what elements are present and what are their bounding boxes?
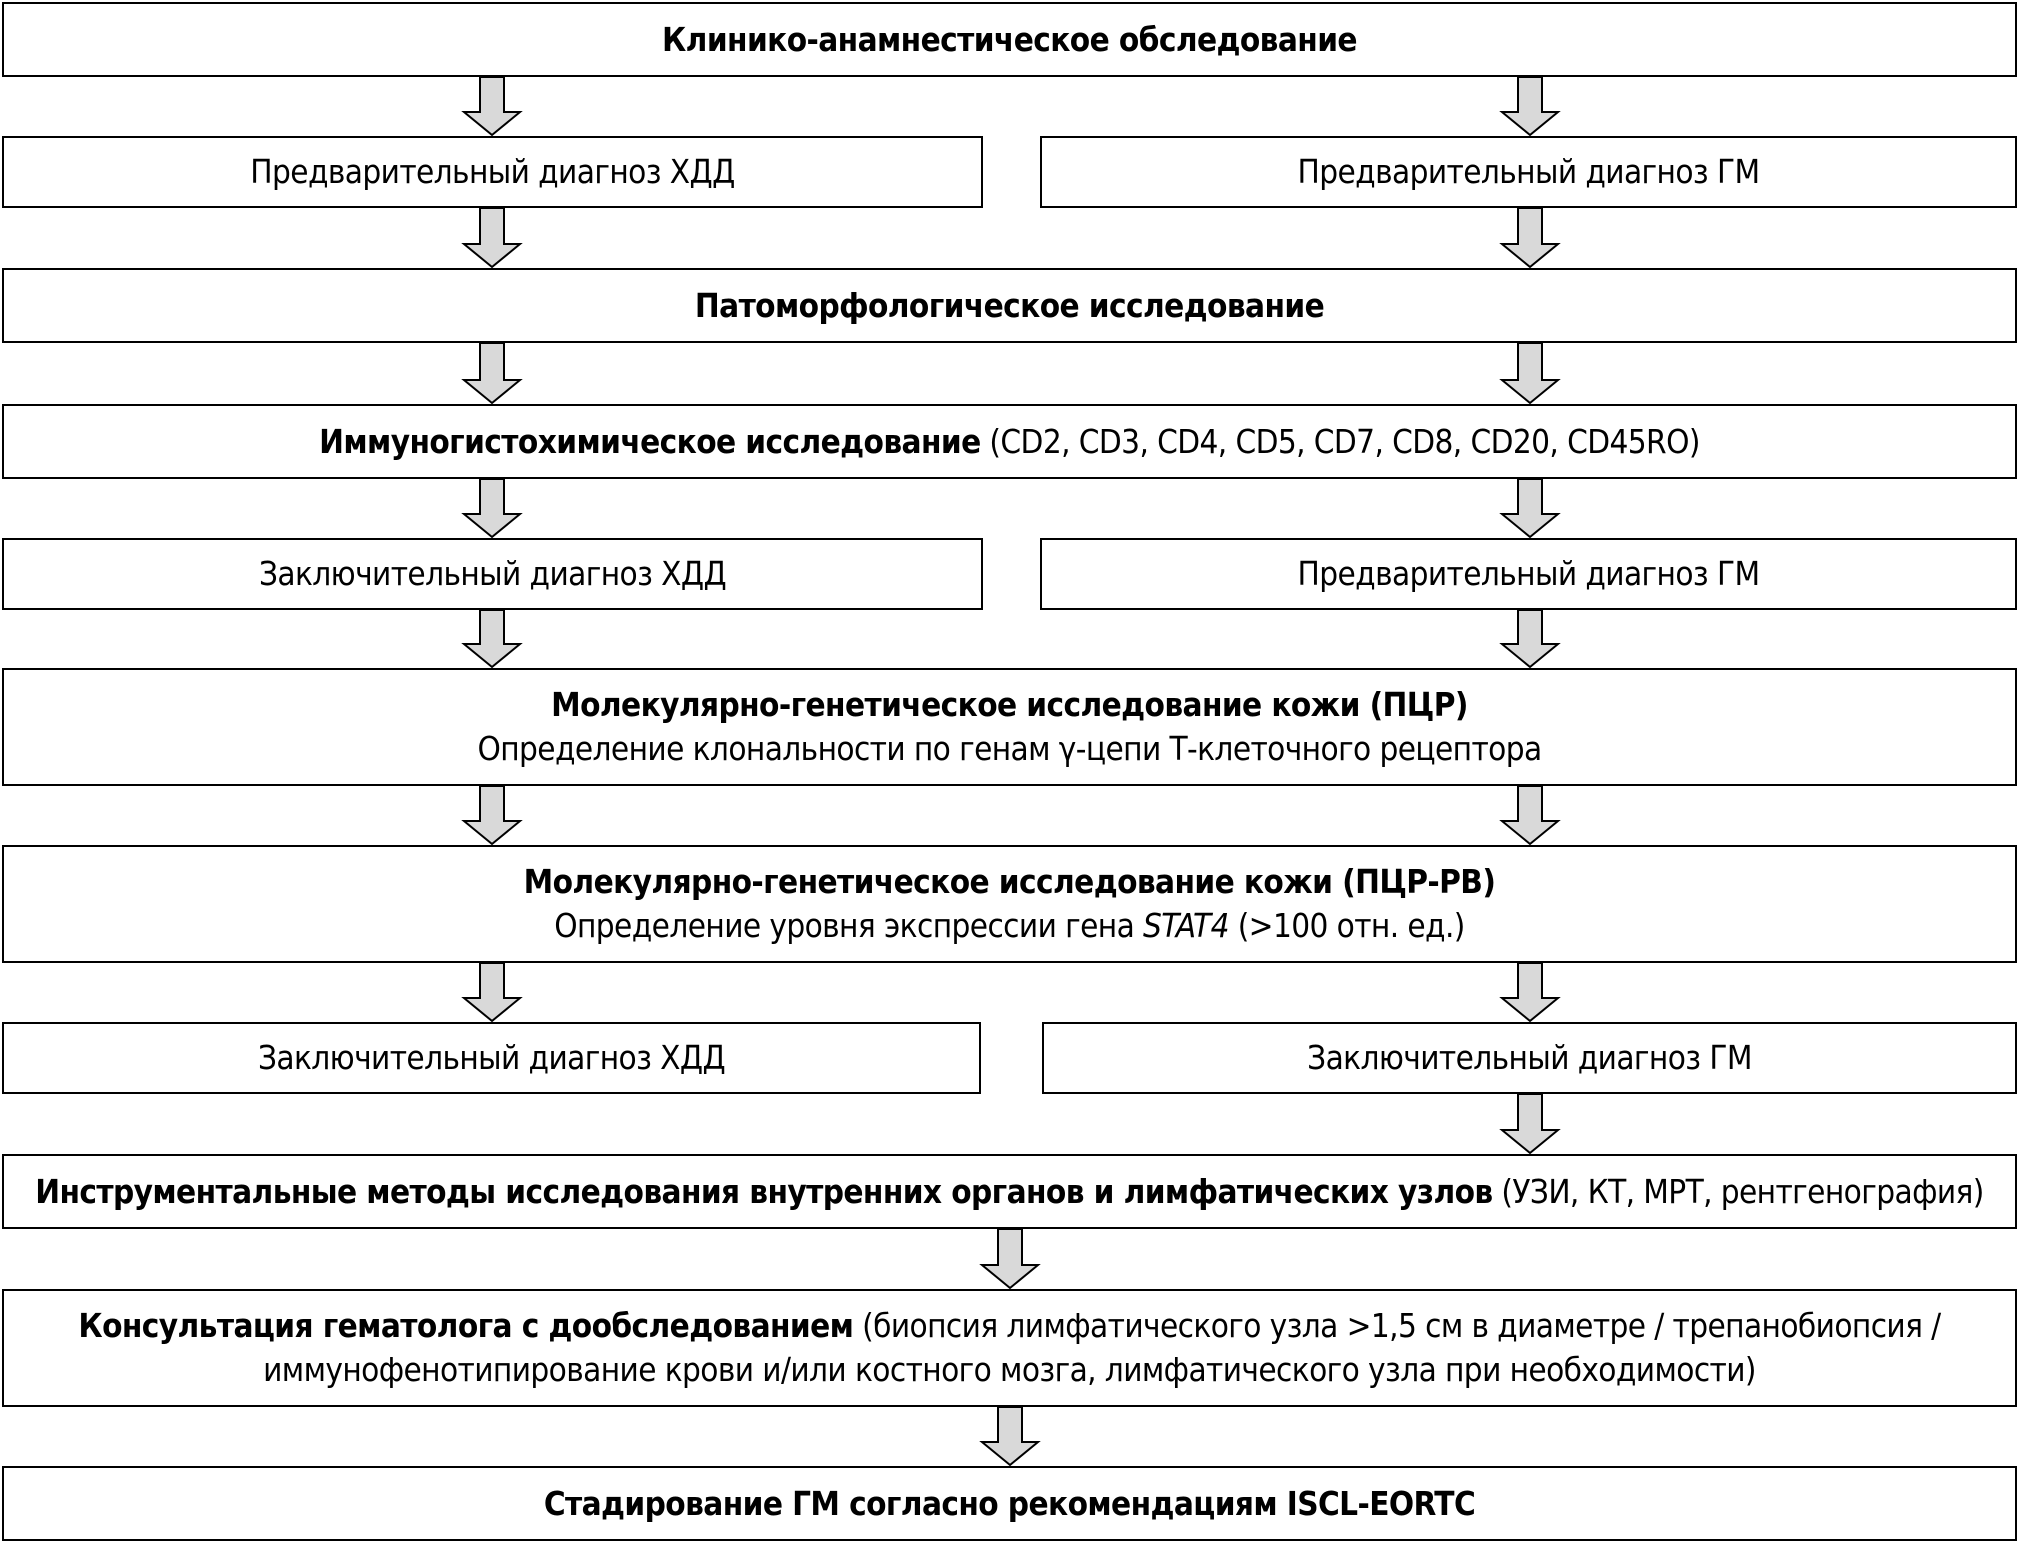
step-final-diagnosis-gm [1042, 1022, 2017, 1094]
step-preliminary-diagnosis-xdd [2, 136, 983, 208]
arrow-down-icon-2-left-shape [464, 208, 520, 267]
arrow-down-icon-7-right-shape [1502, 963, 1558, 1021]
arrow-down-icon-3-left-shape [464, 343, 520, 403]
arrow-down-icon-6-right [1500, 786, 1560, 845]
step-final-diagnosis-gm-label: Заключительный диагноз ГМ [1307, 1038, 1752, 1077]
arrow-down-icon-3-left [462, 343, 522, 404]
step-hematologist-consultation-details: (биопсия лимфатического узла >1,5 см в диаметре / трепанобиопсия / [853, 1306, 1941, 1345]
step-preliminary-diagnosis-gm-2-label: Предварительный диагноз ГМ [1297, 554, 1760, 593]
step-hematologist-consultation-label: Консультация гематолога с дообследованием [78, 1306, 854, 1345]
arrow-down-icon-3-right [1500, 343, 1560, 404]
arrow-down-icon-5-right [1500, 610, 1560, 668]
arrow-down-icon-8 [1500, 1094, 1560, 1154]
step-pcr-description: Определение клональности по генам γ-цепи Т-клеточного рецептора [477, 729, 1542, 768]
arrow-down-icon-10-shape [982, 1407, 1038, 1465]
step-final-diagnosis-xdd-2 [2, 1022, 981, 1094]
arrow-down-icon-9 [980, 1229, 1040, 1289]
step-final-diagnosis-xdd-label: Заключительный диагноз ХДД [258, 554, 727, 593]
step-hematologist-consultation [2, 1289, 2017, 1407]
arrow-down-icon-5-left-shape [464, 610, 520, 667]
step-final-diagnosis-xdd-2-label: Заключительный диагноз ХДД [257, 1038, 726, 1077]
arrow-down-icon-4-left [462, 479, 522, 538]
arrow-down-icon-8-shape [1502, 1094, 1558, 1153]
arrow-down-icon-6-left-shape [464, 786, 520, 844]
step-preliminary-diagnosis-xdd-label: Предварительный диагноз ХДД [250, 152, 735, 191]
arrow-down-icon-6-right-shape [1502, 786, 1558, 844]
arrow-down-icon-2-left [462, 208, 522, 268]
arrow-down-icon-6-left [462, 786, 522, 845]
arrow-down-icon-5-right-shape [1502, 610, 1558, 667]
step-preliminary-diagnosis-gm [1040, 136, 2017, 208]
arrow-down-icon-7-left [462, 963, 522, 1022]
arrow-down-icon-2-right-shape [1502, 208, 1558, 267]
arrow-down-icon-9-shape [982, 1229, 1038, 1288]
arrow-down-icon-7-right [1500, 963, 1560, 1022]
step-instrumental-methods-label: Инструментальные методы исследования внутренних органов и лимфатических узлов [35, 1171, 1493, 1211]
step-pcr-rt-description: Определение уровня экспрессии гена [554, 906, 1143, 945]
step-pathomorphology [2, 268, 2017, 343]
arrow-down-icon-1-right-shape [1502, 77, 1558, 135]
step-immunohistochemistry-label: Иммуногистохимическое исследование [319, 421, 981, 461]
arrow-down-icon-7-left-shape [464, 963, 520, 1021]
step-final-diagnosis-xdd [2, 538, 983, 610]
step-preliminary-diagnosis-gm-2 [1040, 538, 2017, 610]
arrow-down-icon-1-left-shape [464, 77, 520, 135]
step-instrumental-methods [2, 1154, 2017, 1229]
arrow-down-icon-4-left-shape [464, 479, 520, 537]
step-immunohistochemistry-markers: (CD2, CD3, CD4, CD5, CD7, CD8, CD20, CD45RO) [980, 421, 1700, 461]
arrow-down-icon-2-right [1500, 208, 1560, 268]
arrow-down-icon-10 [980, 1407, 1040, 1466]
arrow-down-icon-5-left [462, 610, 522, 668]
arrow-down-icon-3-right-shape [1502, 343, 1558, 403]
step-staging-label: Стадирование ГМ согласно рекомендациям ISCL-EORTC [543, 1483, 1476, 1523]
step-immunohistochemistry [2, 404, 2017, 479]
step-clinical-exam-label: Клинико-анамнестическое обследование [662, 19, 1357, 59]
step-pcr-rt-threshold: (>100 отн. ед.) [1228, 906, 1465, 945]
step-hematologist-consultation-details-2: иммунофенотипирование крови и/или костного мозга, лимфатического узла при необходимости) [263, 1350, 1756, 1389]
step-pcr-label: Молекулярно-генетическое исследование кожи (ПЦР) [551, 685, 1468, 724]
gene-name: STAT4 [1143, 906, 1229, 945]
step-pcr-rt [2, 845, 2017, 963]
step-pathomorphology-label: Патоморфологическое исследование [694, 285, 1325, 325]
step-pcr [2, 668, 2017, 786]
step-pcr-rt-label: Молекулярно-генетическое исследование кожи (ПЦР-РВ) [523, 862, 1496, 901]
arrow-down-icon-4-right-shape [1502, 479, 1558, 537]
step-preliminary-diagnosis-gm-label: Предварительный диагноз ГМ [1297, 152, 1760, 191]
step-staging [2, 1466, 2017, 1541]
step-clinical-exam [2, 2, 2017, 77]
arrow-down-icon-1-right [1500, 77, 1560, 136]
arrow-down-icon-1-left [462, 77, 522, 136]
step-instrumental-methods-list: (УЗИ, КТ, МРТ, рентгенография) [1492, 1171, 1984, 1211]
arrow-down-icon-4-right [1500, 479, 1560, 538]
